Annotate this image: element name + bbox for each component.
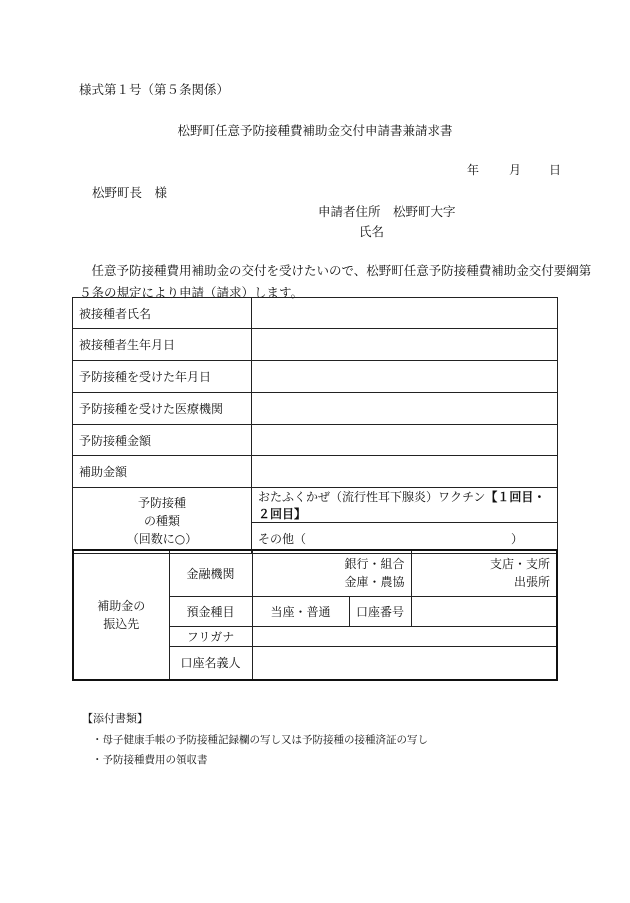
vaccine-option-other-open: その他（ xyxy=(258,531,307,546)
application-table xyxy=(72,297,558,554)
table-row xyxy=(73,488,558,523)
bank-name-field[interactable] xyxy=(252,550,411,596)
vaccine-type-label-line: の種類 xyxy=(143,513,180,528)
table-row xyxy=(73,329,558,361)
table-row xyxy=(73,298,558,329)
branch-type-line: 支店・支所 xyxy=(489,557,550,572)
date-month-label: 月 xyxy=(509,163,522,177)
bank-transfer-table xyxy=(72,549,558,681)
financial-institution-label: 金融機関 xyxy=(169,550,252,596)
document-title: 松野町任意予防接種費補助金交付申請書兼請求書 xyxy=(177,123,453,138)
vaccine-type-label xyxy=(73,488,252,554)
vaccine-type-label-line: （回数に○） xyxy=(126,531,198,546)
row-label: 予防接種金額 xyxy=(73,425,252,456)
date-day-label: 日 xyxy=(549,163,562,177)
form-code: 様式第１号（第５条関係） xyxy=(79,82,230,97)
attachment-item: ・母子健康手帳の予防接種記録欄の写し又は予防接種の接種済証の写し xyxy=(92,734,428,746)
vaccination-date-field[interactable] xyxy=(252,361,558,393)
attachment-item: ・予防接種費用の領収書 xyxy=(92,754,208,766)
account-holder-label: 口座名義人 xyxy=(169,646,252,680)
vaccine-option-mumps-label: おたふくかぜ（流行性耳下腺炎）ワクチン xyxy=(258,490,486,504)
transfer-destination-label-line: 補助金の xyxy=(97,599,146,613)
account-number-label: 口座番号 xyxy=(349,596,411,626)
date-line xyxy=(467,161,561,178)
furigana-label: フリガナ xyxy=(169,626,252,646)
row-label: 被接種者氏名 xyxy=(73,298,252,329)
transfer-destination-label-line: 振込先 xyxy=(103,617,140,631)
vaccine-type-label-line: 予防接種 xyxy=(137,495,186,510)
recipient-name-field[interactable] xyxy=(252,298,558,329)
table-row xyxy=(73,425,558,456)
furigana-field[interactable] xyxy=(252,626,557,646)
branch-type-line: 出張所 xyxy=(513,575,550,590)
table-row xyxy=(73,550,557,596)
vaccine-option-other-close: ） xyxy=(511,531,524,546)
table-row xyxy=(73,361,558,393)
deposit-type-options[interactable]: 当座・普通 xyxy=(252,596,349,626)
applicant-name-label: 氏名 xyxy=(359,224,385,239)
deposit-type-label: 預金種目 xyxy=(169,596,252,626)
recipient-birthdate-field[interactable] xyxy=(252,329,558,361)
vaccination-fee-field[interactable] xyxy=(252,425,558,456)
bank-type-line: 銀行・組合 xyxy=(344,557,405,572)
row-label: 補助金額 xyxy=(73,456,252,488)
vaccine-option-mumps[interactable] xyxy=(252,488,558,523)
account-holder-field[interactable] xyxy=(252,646,557,680)
addressee: 松野町長 様 xyxy=(92,185,168,200)
row-label: 予防接種を受けた年月日 xyxy=(73,361,252,393)
medical-institution-field[interactable] xyxy=(252,393,558,425)
application-statement: 任意予防接種費用補助金の交付を受けたいので、松野町任意予防接種費補助金交付要綱第５条の規定により申請（請求）します。 xyxy=(79,263,592,300)
applicant-address-label: 申請者住所 松野町大字 xyxy=(318,204,456,219)
date-year-label: 年 xyxy=(467,163,480,177)
attachments-heading: 【添付書類】 xyxy=(82,712,148,725)
row-label: 予防接種を受けた医療機関 xyxy=(73,393,252,425)
row-label: 被接種者生年月日 xyxy=(73,329,252,361)
table-row xyxy=(73,393,558,425)
transfer-destination-label xyxy=(73,550,169,680)
bank-type-line: 金庫・農協 xyxy=(344,575,405,590)
table-row xyxy=(73,456,558,488)
dose-selection[interactable]: 【１回目・２回目】 xyxy=(258,490,546,521)
branch-name-field[interactable] xyxy=(411,550,557,596)
account-number-field[interactable] xyxy=(411,596,557,626)
subsidy-amount-field[interactable] xyxy=(252,456,558,488)
